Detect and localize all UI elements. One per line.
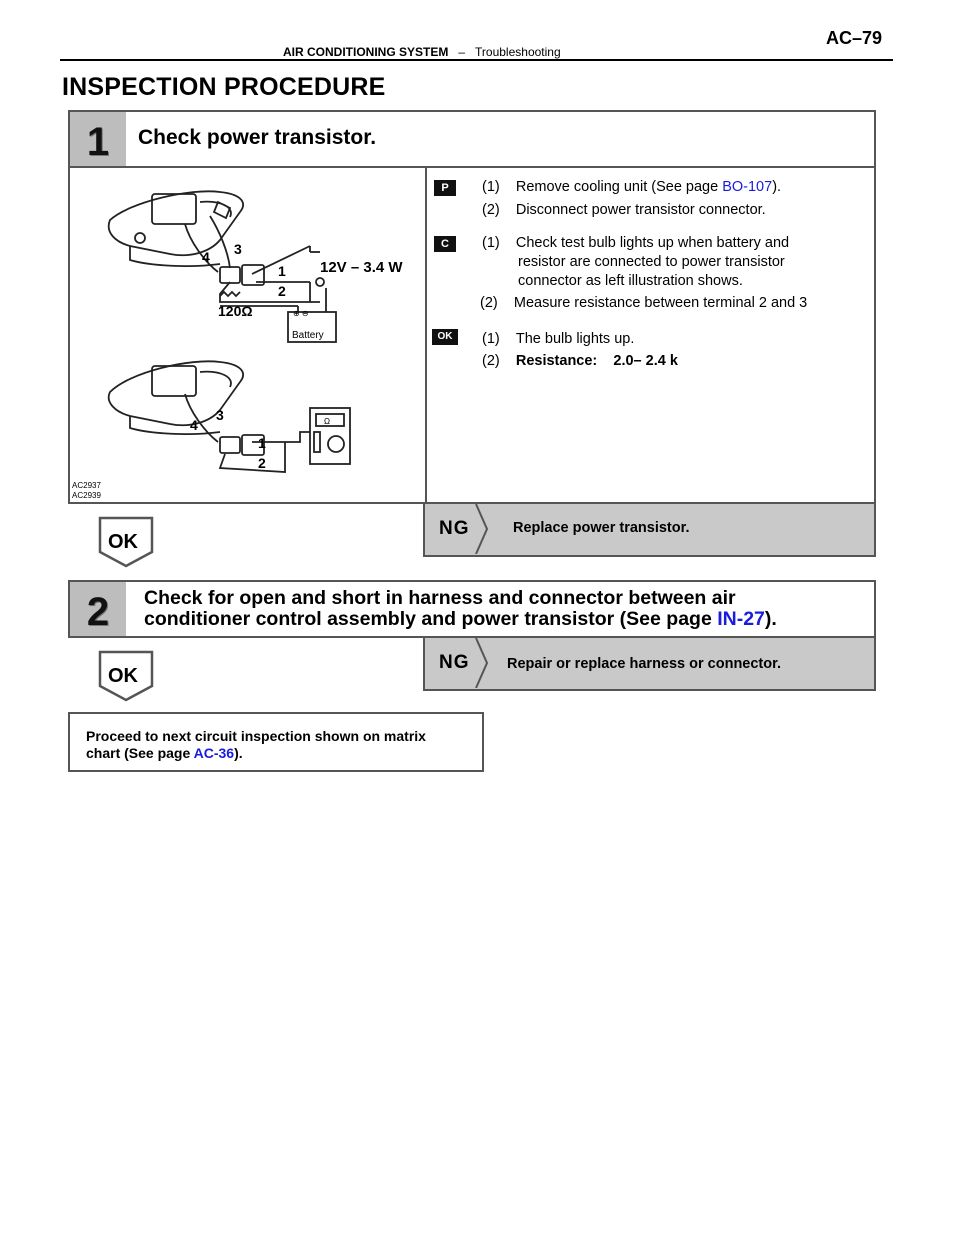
step2-number-box: [70, 582, 126, 636]
final-line2: chart (See page: [86, 745, 194, 761]
check-1-text-line3: connector as left illustration shows.: [518, 273, 743, 289]
prep-2-num: (2): [482, 202, 500, 218]
resistance-label: Resistance:: [515, 353, 598, 369]
ok-1-text: The bulb lights up.: [515, 331, 635, 347]
header-separator: –: [458, 45, 466, 59]
in-27-link[interactable]: IN-27: [717, 608, 765, 630]
ok-item-1: [482, 330, 634, 349]
check-badge: C: [434, 236, 456, 252]
bo-107-link[interactable]: BO-107: [722, 179, 773, 195]
terminal-4-label: 4: [202, 249, 210, 265]
step2-ng-row: [423, 636, 876, 691]
step1-number-box: [70, 112, 126, 166]
final-instruction-box: [68, 712, 484, 772]
prep-badge: P: [434, 180, 456, 196]
step2-heading-line2: conditioner control assembly and power transistor (See page: [144, 608, 718, 630]
step1-body: [68, 166, 876, 504]
step1-number: 1: [86, 120, 110, 164]
check-1-text-line1: Check test bulb lights up when battery and: [515, 235, 790, 251]
resistor-label: 120Ω: [218, 303, 253, 319]
final-line1: Proceed to next circuit inspection shown on matrix: [86, 728, 426, 744]
step1-header: [68, 110, 876, 168]
ok-badge: OK: [432, 329, 458, 345]
meter-ohm: Ω: [324, 417, 330, 426]
check-item-2: [480, 294, 807, 313]
terminal-4-label-b: 4: [190, 417, 198, 433]
cooling-unit-bottom: [109, 361, 350, 472]
step1-ok-label: OK: [108, 531, 138, 553]
battery-label: Battery: [292, 330, 324, 341]
figure-code-2: AC2939: [72, 491, 101, 500]
header-rule: [60, 59, 893, 61]
check-2-text: Measure resistance between terminal 2 and 3: [513, 295, 808, 311]
check-2-num: (2): [480, 295, 498, 311]
prep-2-text: Disconnect power transistor connector.: [515, 202, 766, 218]
step2-ng-label: NG: [439, 652, 470, 673]
step2-ok-label: OK: [108, 665, 138, 687]
step2-number: 2: [86, 590, 110, 634]
battery-terminals: ⊕ ⊖: [293, 309, 309, 318]
step1-ng-row: [423, 502, 876, 557]
step1-ng-chevron-icon: [475, 504, 489, 554]
ok-1-num: (1): [482, 331, 500, 347]
final-after: ).: [234, 745, 243, 761]
prep-item-2: [482, 201, 766, 220]
resistance-value: 2.0– 2.4 k: [613, 353, 678, 369]
check-item-1: [482, 234, 862, 291]
step1-ng-label: NG: [439, 518, 470, 539]
step1-ng-action: Replace power transistor.: [513, 520, 690, 536]
terminal-1-label: 1: [278, 263, 286, 279]
power-transistor-test-figure: [70, 172, 422, 502]
step1-heading: Check power transistor.: [138, 126, 377, 149]
terminal-2-label: 2: [278, 283, 286, 299]
prep-1-after: ).: [772, 179, 782, 195]
terminal-1-label-b: 1: [258, 435, 266, 451]
terminal-3-label-b: 3: [216, 407, 224, 423]
header-section: AIR CONDITIONING SYSTEM: [283, 45, 449, 59]
terminal-3-label: 3: [234, 241, 242, 257]
check-1-num: (1): [482, 235, 500, 251]
cooling-unit-top: [109, 191, 336, 342]
page-number: AC–79: [826, 28, 883, 48]
running-header: [283, 45, 561, 59]
step2-ng-action: Repair or replace harness or connector.: [507, 656, 781, 672]
ok-2-num: (2): [482, 353, 500, 369]
prep-1-text: Remove cooling unit (See page: [515, 179, 723, 195]
header-subsection: Troubleshooting: [475, 45, 561, 59]
prep-item-1: [482, 178, 781, 197]
step2-ng-chevron-icon: [475, 638, 489, 688]
step1-ok-arrow: [98, 516, 154, 568]
page-title: INSPECTION PROCEDURE: [62, 73, 386, 101]
step2-heading: [144, 588, 777, 630]
prep-1-num: (1): [482, 179, 500, 195]
bulb-rating-label: 12V – 3.4 W: [320, 259, 403, 276]
step2-heading-line1: Check for open and short in harness and connector between air: [144, 587, 736, 609]
step2-header: [68, 580, 876, 638]
check-1-text-line2: resistor are connected to power transistor: [518, 254, 785, 270]
step2-ok-arrow: [98, 650, 154, 702]
terminal-2-label-b: 2: [258, 455, 266, 471]
final-instruction-text: [86, 728, 426, 762]
figure-code-1: AC2937: [72, 481, 101, 490]
step2-heading-after: ).: [764, 608, 777, 630]
ok-item-2: [482, 352, 678, 371]
ac-36-link[interactable]: AC-36: [193, 745, 235, 761]
step1-divider: [425, 168, 427, 502]
